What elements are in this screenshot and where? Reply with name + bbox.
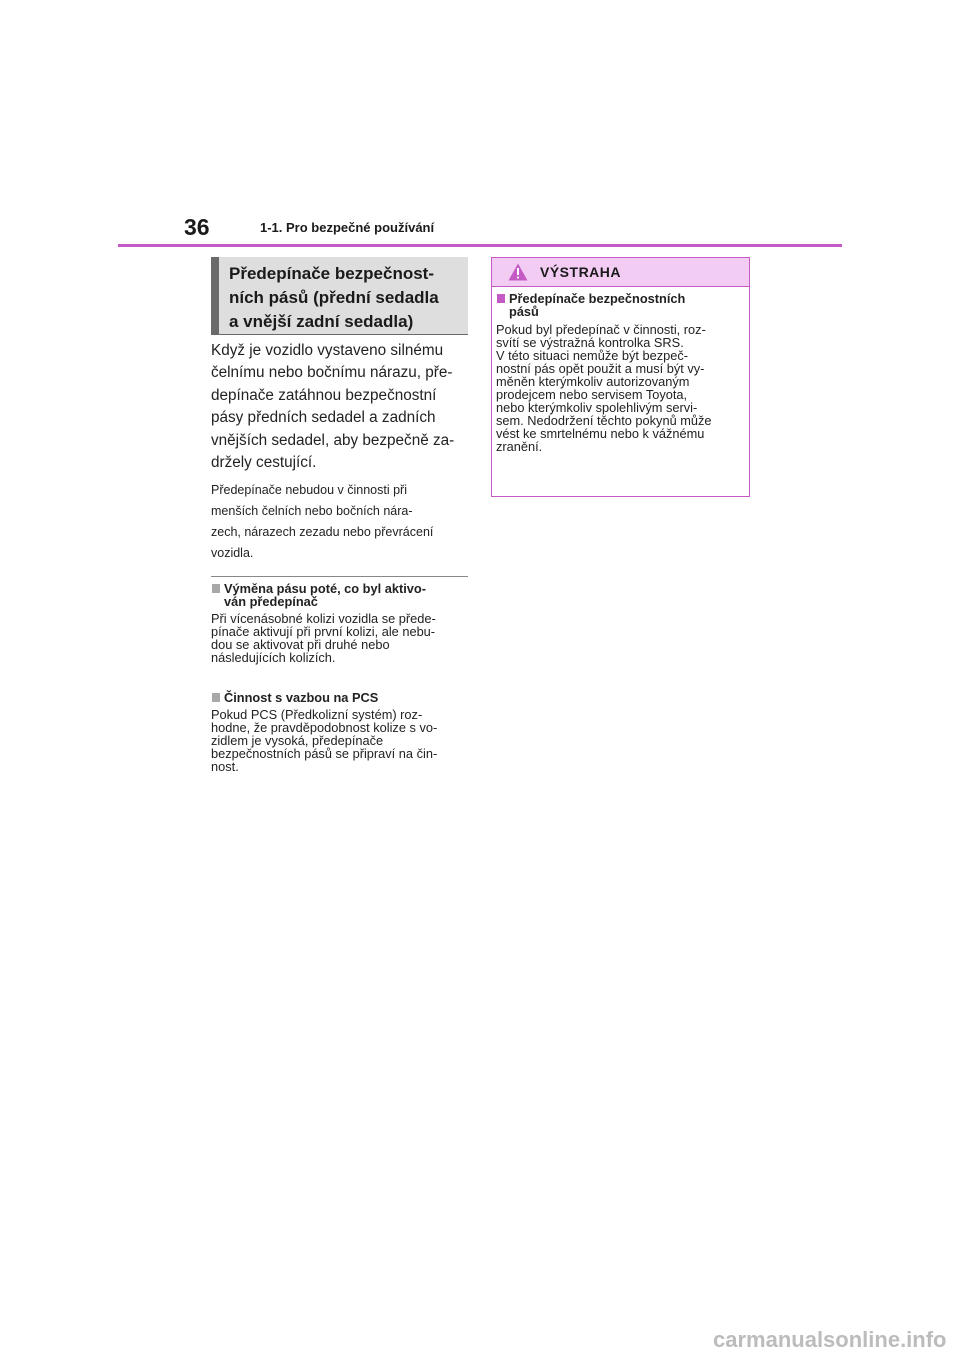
intro-line: držely cestující. xyxy=(211,454,317,472)
intro-line: depínače zatáhnou bezpečnostní xyxy=(211,386,437,404)
subsection-title xyxy=(211,691,469,704)
subsection-title-line: Výměna pásu poté, co byl aktivo- xyxy=(224,581,426,596)
warning-body-line: svítí se výstražná kontrolka SRS. xyxy=(496,335,684,350)
subsection-belt-replacement xyxy=(211,582,469,664)
page-number: 36 xyxy=(184,214,210,240)
warning-item-title xyxy=(496,292,746,318)
subsection-title xyxy=(211,582,469,608)
warning-body-line: Pokud byl předepínač v činnosti, roz- xyxy=(496,322,706,337)
warning-body-line: vést ke smrtelnému nebo k vážnému xyxy=(496,426,705,441)
note-line: vozidla. xyxy=(211,546,254,560)
subsection-body-line: dou se aktivovat při druhé nebo xyxy=(211,637,390,652)
section-heading-line: ních pásů (přední sedadla xyxy=(229,288,439,307)
intro-paragraph xyxy=(211,340,469,474)
note-line: menších čelních nebo bočních nára- xyxy=(211,504,413,518)
section-heading xyxy=(211,257,468,335)
warning-body-line: prodejcem nebo servisem Toyota, xyxy=(496,387,688,402)
bullet-square-icon xyxy=(212,584,220,593)
header-divider xyxy=(118,244,842,247)
section-heading-line: a vnější zadní sedadla) xyxy=(229,312,414,331)
note-paragraph xyxy=(211,480,469,564)
warning-body-line: nostní pás opět použit a musí být vy- xyxy=(496,361,705,376)
warning-body-line: měněn kterýmkoliv autorizovaným xyxy=(496,374,690,389)
subsection-body xyxy=(211,612,469,664)
chapter-title: 1-1. Pro bezpečné používání xyxy=(260,220,435,235)
intro-line: vnějších sedadel, aby bezpečně za- xyxy=(211,431,455,449)
warning-item-title-line: pásů xyxy=(509,304,539,319)
subsection-pcs xyxy=(211,691,469,773)
note-line: Předepínače nebudou v činnosti při xyxy=(211,483,407,497)
subsection-body-line: pínače aktivují při první kolizi, ale nebu- xyxy=(211,624,436,639)
warning-body-line: sem. Nedodržení těchto pokynů může xyxy=(496,413,712,428)
warning-body-line: zranění. xyxy=(496,439,543,454)
warning-body xyxy=(496,323,746,453)
warning-title: VÝSTRAHA xyxy=(540,264,622,280)
subsection-body-line: Při vícenásobné kolizi vozidla se přede- xyxy=(211,611,436,626)
subsection-divider xyxy=(211,576,468,577)
warning-content xyxy=(496,292,746,453)
subsection-body-line: nost. xyxy=(211,759,239,774)
intro-line: čelnímu nebo bočnímu nárazu, pře- xyxy=(211,364,453,382)
subsection-body-line: následujících kolizích. xyxy=(211,650,336,665)
watermark-text: carmanualsonline.info xyxy=(713,1327,947,1352)
subsection-title-line: Činnost s vazbou na PCS xyxy=(224,690,379,705)
warning-item-title-line: Předepínače bezpečnostních xyxy=(509,291,686,306)
bullet-square-icon xyxy=(212,693,220,702)
subsection-body-line: zidlem je vysoká, předepínače xyxy=(211,733,384,748)
subsection-body-line: bezpečnostních pásů se připraví na čin- xyxy=(211,746,438,761)
subsection-body xyxy=(211,708,469,773)
warning-header xyxy=(492,258,749,287)
warning-body-line: nebo kterýmkoliv spolehlivým servi- xyxy=(496,400,698,415)
subsection-body-line: hodne, že pravděpodobnost kolize s vo- xyxy=(211,720,438,735)
subsection-body-line: Pokud PCS (Předkolizní systém) roz- xyxy=(211,707,423,722)
intro-line: Když je vozidlo vystaveno silnému xyxy=(211,342,444,359)
warning-triangle-icon xyxy=(508,263,528,281)
subsection-title-line: ván předepínač xyxy=(224,594,318,609)
warning-body-line: V této situaci nemůže být bezpeč- xyxy=(496,348,689,363)
note-line: zech, nárazech zezadu nebo převrácení xyxy=(211,525,434,539)
bullet-square-icon xyxy=(497,294,505,303)
intro-line: pásy předních sedadel a zadních xyxy=(211,409,436,427)
warning-box xyxy=(491,257,750,497)
section-heading-line: Předepínače bezpečnost- xyxy=(229,264,435,283)
